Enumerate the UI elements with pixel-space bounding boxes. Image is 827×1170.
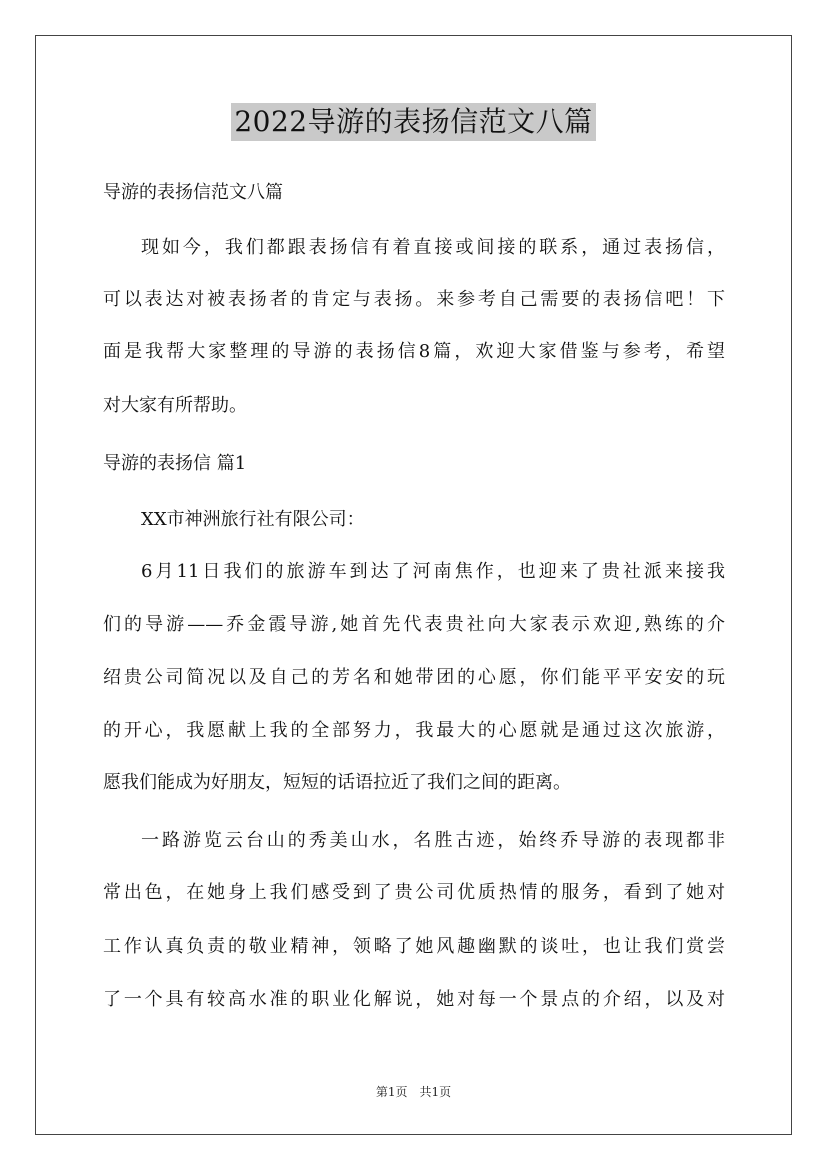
paragraph1-line-5: 愿我们能成为好朋友，短短的话语拉近了我们之间的距离。: [103, 772, 571, 793]
intro-line-3: 面是我帮大家整理的导游的表扬信8篇，欢迎大家借鉴与参考，希望: [103, 341, 725, 362]
paragraph2-line-3: 工作认真负责的敬业精神，领略了她风趣幽默的谈吐，也让我们赏尝: [103, 936, 725, 957]
salutation: XX市神洲旅行社有限公司：: [141, 509, 365, 530]
document-title: 2022导游的表扬信范文八篇: [231, 103, 595, 141]
intro-line-4: 对大家有所帮助。: [103, 395, 247, 416]
document-subtitle: 导游的表扬信范文八篇: [103, 182, 283, 203]
paragraph1-line-1: 6月11日我们的旅游车到达了河南焦作，也迎来了贵社派来接我: [141, 561, 725, 582]
paragraph2-line-1: 一路游览云台山的秀美山水，名胜古迹，始终乔导游的表现都非: [141, 830, 725, 851]
paragraph2-line-4: 了一个具有较高水准的职业化解说，她对每一个景点的介绍，以及对: [103, 989, 725, 1010]
paragraph1-line-3: 绍贵公司简况以及自己的芳名和她带团的心愿，你们能平平安安的玩: [103, 667, 725, 688]
intro-line-1: 现如今，我们都跟表扬信有着直接或间接的联系，通过表扬信，: [141, 237, 725, 258]
page-footer: 第1页 共1页: [375, 1085, 452, 1099]
section-heading: 导游的表扬信 篇1: [103, 453, 247, 474]
paragraph1-line-4: 的开心，我愿献上我的全部努力，我最大的心愿就是通过这次旅游，: [103, 720, 725, 741]
intro-line-2: 可以表达对被表扬者的肯定与表扬。来参考自己需要的表扬信吧！下: [103, 289, 725, 310]
title-container: [0, 103, 827, 141]
paragraph1-line-2: 们的导游——乔金霞导游,她首先代表贵社向大家表示欢迎,熟练的介: [103, 614, 725, 635]
paragraph2-line-2: 常出色，在她身上我们感受到了贵公司优质热情的服务，看到了她对: [103, 882, 725, 903]
